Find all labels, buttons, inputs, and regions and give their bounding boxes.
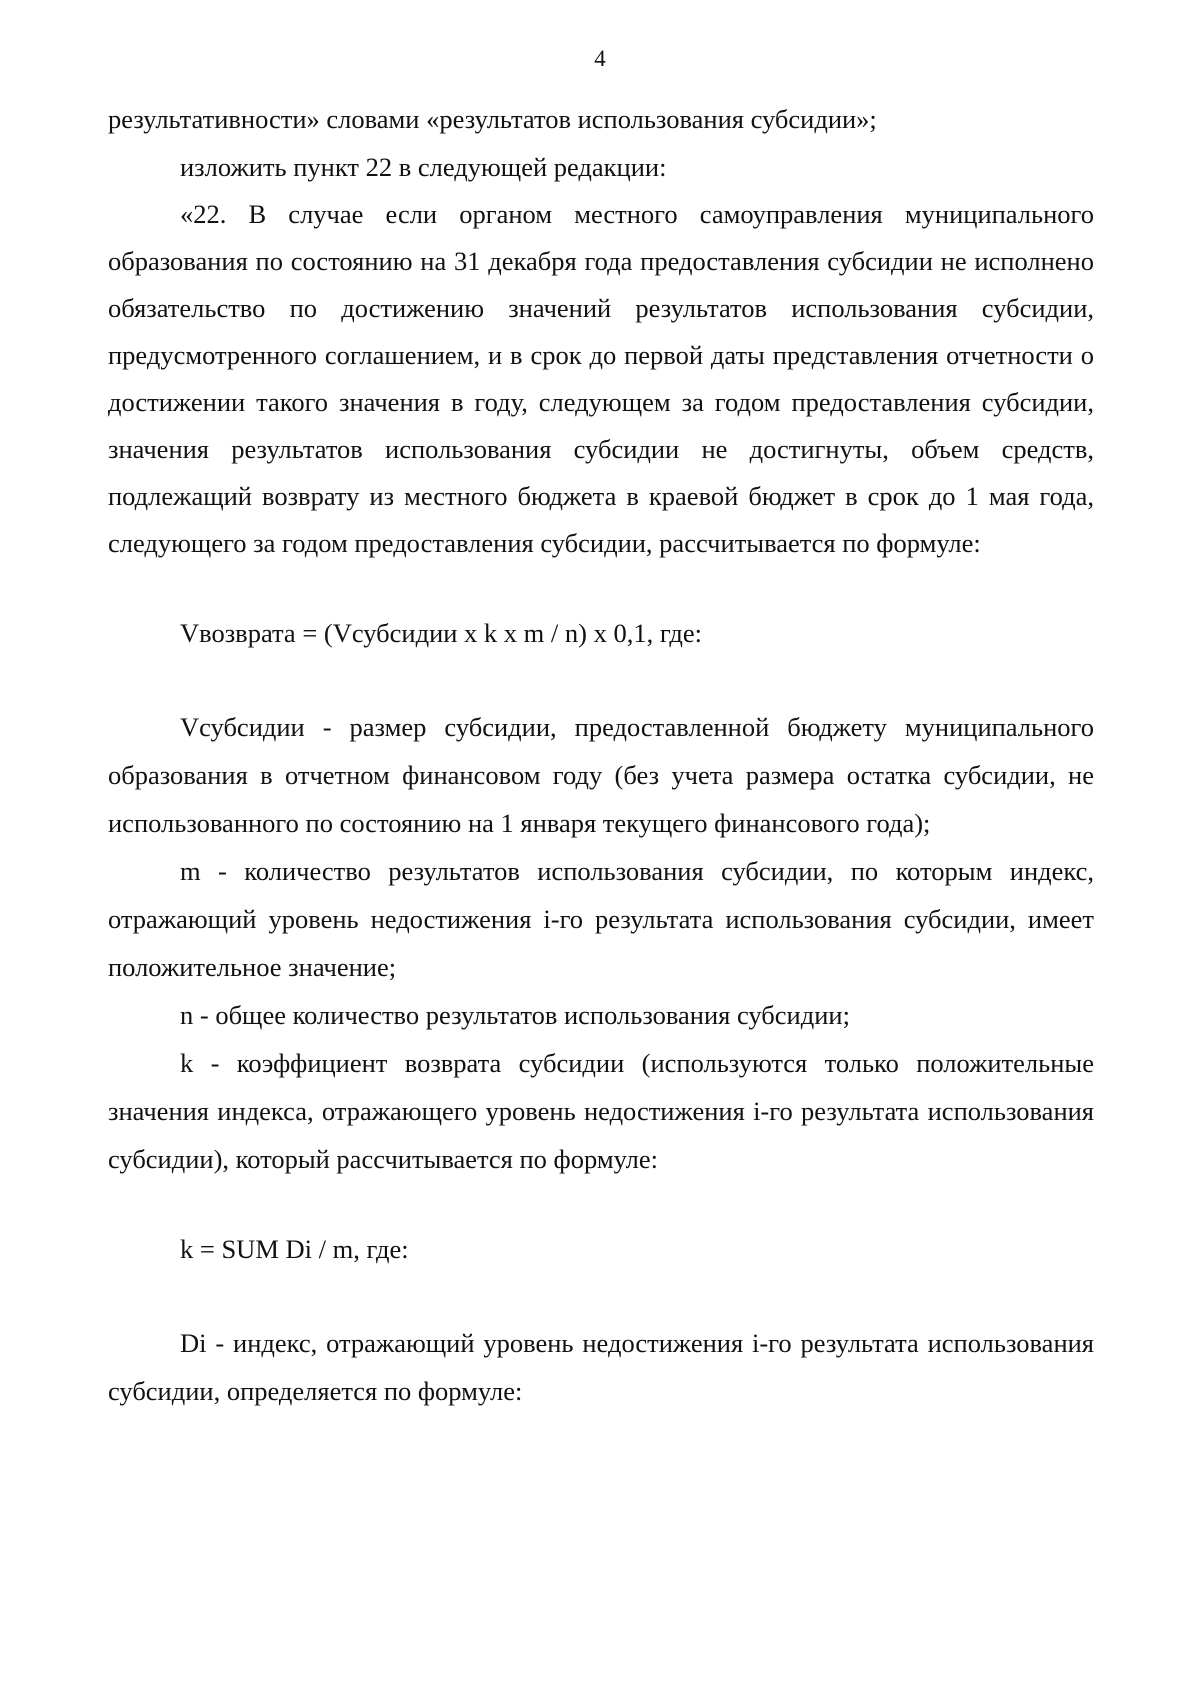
- definition-k: k - коэффициент возврата субсидии (используются только положительные значения индекса, отражающего уровень недостижения i-го результата использования субсидии), который рассчитывается по формуле:: [108, 1048, 1094, 1174]
- paragraph-clause-22: «22. В случае если органом местного самоуправления муниципального образования по состоянию на 31 декабря года предоставления субсидии не исполнено обязательство по достижению значений результатов использования субсидии, предусмотренного соглашением, и в срок до первой даты представления отчетности о достижении такого значения в году, следующем за годом предоставления субсидии, значения результатов использования субсидии не достигнуты, объем средств, подлежащий возврату из местного бюджета в краевой бюджет в срок до 1 мая года, следующего за годом предоставления субсидии, рассчитывается по формуле:: [108, 199, 1094, 558]
- paragraph-continuation: результативности» словами «результатов использования субсидии»;: [108, 104, 877, 134]
- formula-k: k = SUM Di / m, где:: [180, 1234, 409, 1264]
- formula-v-return: Vвозврата = (Vсубсидии x k x m / n) x 0,1, где:: [180, 618, 703, 648]
- paragraph-amendment-intro: изложить пункт 22 в следующей редакции:: [180, 152, 667, 182]
- document-body: [108, 95, 1094, 1415]
- definition-di: Di - индекс, отражающий уровень недостижения i-го результата использования субсидии, определяется по формуле:: [108, 1328, 1094, 1406]
- definition-v-subsidy: Vсубсидии - размер субсидии, предоставленной бюджету муниципального образования в отчетном финансовом году (без учета размера остатка субсидии, не использованного по состоянию на 1 января текущего финансового года);: [108, 712, 1094, 838]
- page-number: 4: [594, 46, 606, 71]
- definition-m: m - количество результатов использования субсидии, по которым индекс, отражающий уровень недостижения i-го результата использования субсидии, имеет положительное значение;: [108, 856, 1094, 982]
- definition-n: n - общее количество результатов использования субсидии;: [180, 1000, 850, 1030]
